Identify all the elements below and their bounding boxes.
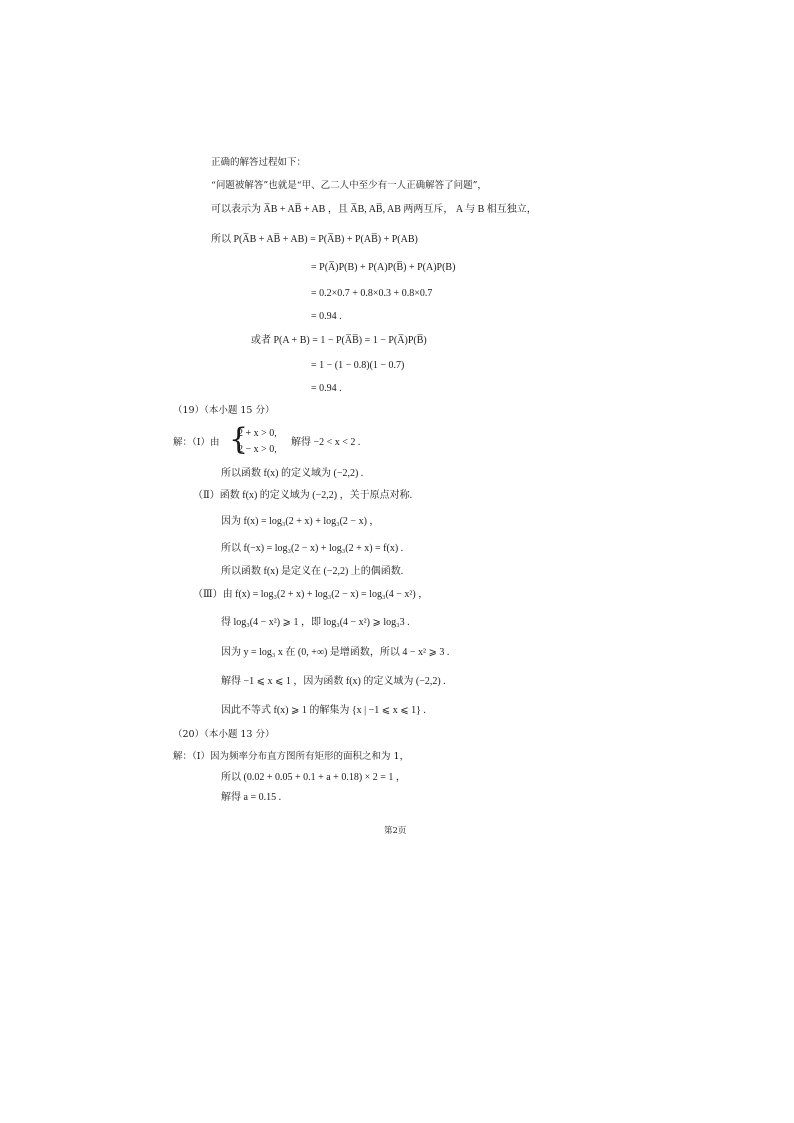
q19-i-result: 解得 −2 < x < 2 . (291, 437, 361, 448)
intro-line-2: “问题被解答”也就是“甲、乙二人中至少有一人正确解答了问题”， (211, 180, 487, 191)
q20-header: （20）（本小题 13 分） (173, 729, 275, 740)
q20-i-line-3: 解得 a = 0.15 . (221, 792, 282, 803)
intro-line-4: 所以 P(A̅B + AB̅ + AB) = P(A̅B) + P(AB̅) + P(AB) (211, 234, 418, 245)
q20-i-line-2: 所以 (0.02 + 0.05 + 0.1 + a + 0.18) × 2 = 1 ， (221, 772, 406, 783)
q19-i-prefix: 解：（Ⅰ）由 (173, 437, 220, 448)
q20-i-line-1: 解：（Ⅰ）因为频率分布直方图所有矩形的面积之和为 1， (173, 751, 410, 762)
system-eq-1: 2 + x > 0, (238, 428, 277, 439)
intro-line-5: = P(A̅)P(B) + P(A)P(B̅) + P(A)P(B) (311, 262, 456, 273)
q19-ii-line-4: 所以函数 f(x) 是定义在 (−2,2) 上的偶函数. (221, 566, 404, 577)
intro-line-7: = 0.94 . (311, 311, 342, 322)
system-eq-2: 2 − x > 0, (238, 444, 277, 455)
intro-line-1: 正确的解答过程如下： (211, 157, 307, 168)
q19-iii-line-4: 解得 −1 ⩽ x ⩽ 1 ，因为函数 f(x) 的定义域为 (−2,2) . (221, 676, 446, 687)
q19-iii-line-5: 因此不等式 f(x) ⩾ 1 的解集为 {x | −1 ⩽ x ⩽ 1} . (221, 705, 426, 716)
q19-ii-line-1: （Ⅱ）函数 f(x) 的定义域为 (−2,2) ，关于原点对称. (193, 490, 413, 501)
intro-line-8: 或者 P(A + B) = 1 − P(A̅B̅) = 1 − P(A̅)P(B̅) (251, 335, 427, 346)
q19-ii-line-3: 所以 f(−x) = log₃(2 − x) + log₃(2 + x) = f(x) . (221, 543, 404, 554)
q19-iii-line-2: 得 log₃(4 − x²) ⩾ 1 ，即 log₃(4 − x²) ⩾ log₃3 . (221, 617, 410, 628)
intro-line-9: = 1 − (1 − 0.8)(1 − 0.7) (311, 360, 405, 371)
system-brace: { (229, 422, 249, 457)
page-number: 第2页 (384, 826, 407, 836)
intro-line-6: = 0.2×0.7 + 0.8×0.3 + 0.8×0.7 (311, 288, 433, 299)
q19-header: （19）（本小题 15 分） (173, 405, 275, 416)
q19-i-domain: 所以函数 f(x) 的定义域为 (−2,2) . (221, 468, 364, 479)
q19-iii-line-3: 因为 y = log₃ x 在 (0, +∞) 是增函数，所以 4 − x² ⩾ 3 . (221, 647, 450, 658)
q19-ii-line-2: 因为 f(x) = log₃(2 + x) + log₃(2 − x) ， (221, 516, 380, 527)
q19-iii-line-1: （Ⅲ）由 f(x) = log₃(2 + x) + log₃(2 − x) = log₃(4 − x²) ， (193, 589, 429, 600)
intro-line-10: = 0.94 . (311, 383, 342, 394)
intro-line-3: 可以表示为 A̅B + AB̅ + AB ，且 A̅B, AB̅, AB 两两互斥， A 与 B 相互独立， (211, 204, 537, 215)
